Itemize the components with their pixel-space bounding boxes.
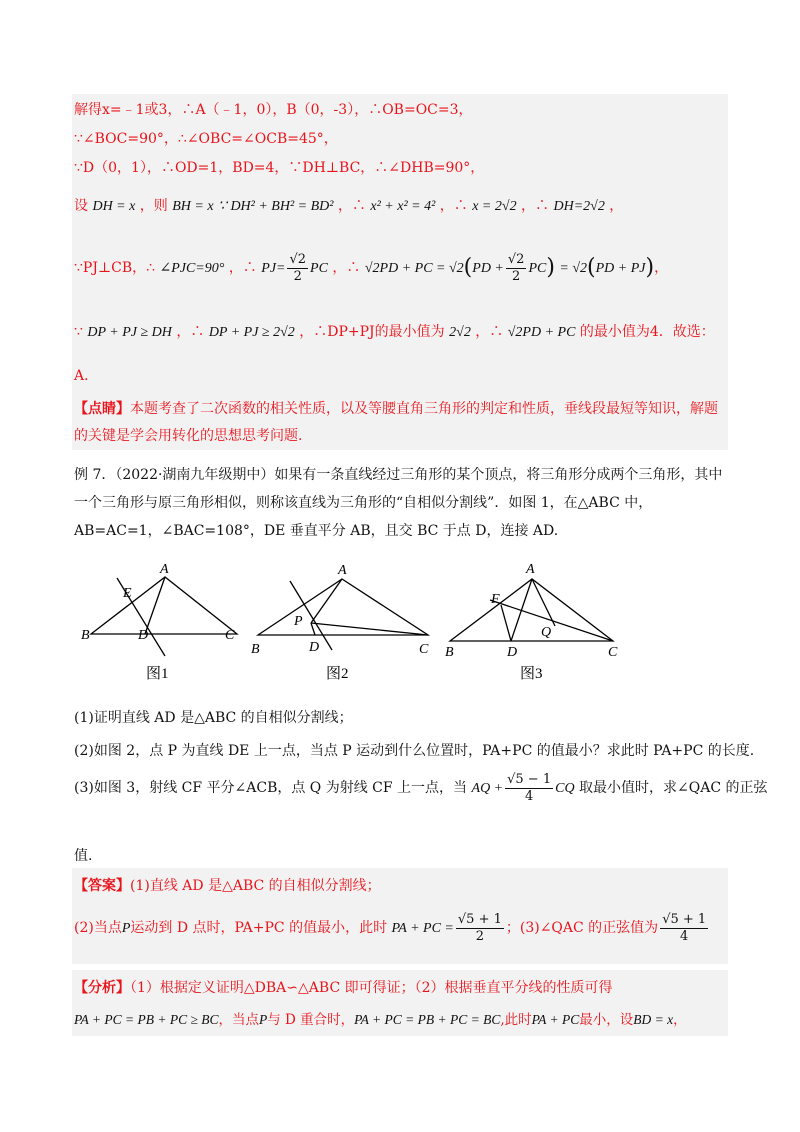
solution-line-3 xyxy=(74,158,728,178)
text: 运动到 D 点时，PA+PC 的值最小，此时 xyxy=(130,920,388,936)
fig3-caption: 图3 xyxy=(520,666,543,682)
analysis-tag: 【分析】 xyxy=(74,980,130,996)
math: PC xyxy=(528,261,547,276)
text: ∵PJ⊥CB，∴ xyxy=(74,260,156,276)
math: ∠PJC=90° xyxy=(159,261,225,276)
example-line-1 xyxy=(74,465,728,485)
fig1-caption: 图1 xyxy=(146,666,169,682)
math: ∵ DH² + BH² = BD² xyxy=(218,199,334,214)
solution-line-1 xyxy=(74,100,728,120)
text: ，∴ xyxy=(176,324,205,340)
math: √2PD + PC = √2 xyxy=(364,261,464,276)
fraction: $\frac{√5 + 1}{2}$ xyxy=(457,911,502,944)
fig3-label-b: B xyxy=(445,645,454,660)
math: x = 2√2 xyxy=(472,199,517,214)
fig3-line-ed xyxy=(501,605,511,641)
text: 设 xyxy=(74,198,88,214)
math: BH = x xyxy=(172,199,214,214)
fig3-label-q: Q xyxy=(541,625,552,640)
question-2 xyxy=(74,741,755,761)
fig3-line-ad xyxy=(511,579,532,641)
text: ∵ xyxy=(74,324,83,340)
solution-text-2: ∵∠BOC=90°，∴∠OBC=∠OCB=45°， xyxy=(74,131,338,147)
example-line-3 xyxy=(74,521,728,541)
math: PJ= xyxy=(261,261,286,276)
text: ，∴ xyxy=(521,198,550,214)
solution-text-3: ∵D（0，1），∴OD=1，BD=4，∵DH⊥BC，∴∠DHB=90°， xyxy=(74,160,485,176)
text: ，∴ xyxy=(439,198,468,214)
text: ， xyxy=(609,198,624,214)
fig1-label-c: C xyxy=(225,628,235,643)
example-line-2 xyxy=(74,493,728,513)
math: PA + PC = xyxy=(391,921,454,936)
math: √2PD + PC xyxy=(507,325,576,340)
text: ，∴ xyxy=(475,324,504,340)
fig1-label-e: E xyxy=(123,586,132,601)
text: (3)如图 3，射线 CF 平分∠ACB，点 Q 为射线 CF 上一点，当 xyxy=(74,780,468,796)
answer-tag: 【答案】 xyxy=(74,878,130,894)
fig2-label-b: B xyxy=(251,642,260,657)
fraction: $\frac{√2}{2}$ xyxy=(289,251,307,284)
math: PD + PJ xyxy=(595,261,646,276)
fig2-caption: 图2 xyxy=(326,666,349,682)
fig3-line-cf xyxy=(490,600,613,641)
question-1 xyxy=(74,708,728,728)
fig3-line-aq xyxy=(532,579,555,626)
comment-tag: 【点睛】 xyxy=(74,401,130,417)
math: BD = x xyxy=(633,1012,674,1027)
fig1-line-ad xyxy=(145,577,165,634)
question-3 xyxy=(74,770,768,806)
text: (2)当点 xyxy=(74,920,122,936)
math: PA + PC xyxy=(531,1012,580,1027)
fig3-label-f: F xyxy=(491,592,500,607)
text: ，∴ xyxy=(228,260,257,276)
text: A． xyxy=(74,368,99,384)
math: P xyxy=(259,1012,268,1027)
text: （1）根据定义证明△DBA∽△ABC 即可得证；（2）根据垂直平分线的性质可得 xyxy=(130,980,613,996)
fig1-label-b: B xyxy=(81,628,90,643)
text: AB=AC=1，∠BAC=108°，DE 垂直平分 AB，且交 BC 于点 D，连接 AD. xyxy=(74,523,559,539)
text: ，∴DP+PJ的最小值为 xyxy=(299,324,445,340)
fig1-triangle xyxy=(91,577,237,634)
text: ，当点 xyxy=(218,1012,259,1028)
math: DP + PJ ≥ DH xyxy=(87,325,172,340)
fig3-label-d: D xyxy=(507,645,518,660)
solution-text-1: 解得x=﹣1或3，∴A（﹣1，0），B（0，-3），∴OB=OC=3， xyxy=(74,102,473,118)
fig3-label-c: C xyxy=(608,645,618,660)
math: DP + PJ ≥ 2√2 xyxy=(208,325,295,340)
analysis-line-2 xyxy=(74,1010,728,1030)
solution-line-6 xyxy=(74,322,728,343)
math: CQ xyxy=(555,781,575,796)
comment-line-1 xyxy=(74,399,728,419)
text: ，∴ xyxy=(332,260,361,276)
solution-line-5: ∵PJ⊥CB，∴ ∠PJC=90° ，∴ PJ= $\frac{√2}{2}$ PC ，∴ √2PD + PC = √2(PD + $\frac{√2}{2}$ PC) = √2(PD + PJ)， xyxy=(74,251,669,284)
text: 本题考查了二次函数的相关性质，以及等腰直角三角形的判定和性质，垂线段最短等知识，解题 xyxy=(130,401,718,417)
math: = √2 xyxy=(559,261,588,276)
fig2-label-c: C xyxy=(419,642,429,657)
fig2-line-pc xyxy=(311,623,428,635)
answer-line-2 xyxy=(74,910,728,946)
math: PA + PC = PB + PC ≥ BC xyxy=(74,1012,219,1027)
solution-line-2 xyxy=(74,129,728,149)
fraction: $\frac{√5 - 1}{4}$ xyxy=(507,771,552,804)
text: ， xyxy=(654,260,669,276)
text: ，则 xyxy=(139,198,168,214)
analysis-line-1 xyxy=(74,978,728,998)
math: AQ + xyxy=(471,781,504,796)
text: ， xyxy=(673,1012,687,1028)
math: 2√2 xyxy=(449,325,471,340)
fraction: $\frac{√5 + 1}{4}$ xyxy=(662,911,707,944)
text: ,此时 xyxy=(500,1012,532,1028)
text: 的关键是学会用转化的思想思考问题. xyxy=(74,428,303,444)
fig2-label-p: P xyxy=(294,614,303,629)
math: DH=2√2 xyxy=(553,199,605,214)
fig1-label-a: A xyxy=(160,562,169,577)
text: (1)直线 AD 是△ABC 的自相似分割线； xyxy=(130,878,381,894)
math: PA + PC = PB + PC = BC xyxy=(354,1012,501,1027)
comment-line-2 xyxy=(74,426,728,446)
fig1-label-d: D xyxy=(138,628,149,643)
math: DH = x xyxy=(92,199,136,214)
math: x² + x² = 4² xyxy=(370,199,436,214)
text: ；(3)∠QAC 的正弦值为 xyxy=(505,920,659,936)
fig3-triangle xyxy=(450,579,613,641)
fig2-label-a: A xyxy=(338,563,347,578)
solution-line-4 xyxy=(74,196,728,217)
math: PC xyxy=(310,261,328,276)
fig3-label-a: A xyxy=(526,562,535,577)
solution-line-7 xyxy=(74,366,728,386)
text: 值. xyxy=(74,848,93,864)
math: P xyxy=(121,921,131,936)
fig2-label-d: D xyxy=(309,640,320,655)
fig2-line-pd xyxy=(311,623,315,635)
text: (2)如图 2，点 P 为直线 DE 上一点，当点 P 运动到什么位置时，PA+PC 的值最小？求此时 PA+PC 的长度. xyxy=(74,743,755,759)
text: 例 7．（2022·湖南九年级期中）如果有一条直线经过三角形的某个顶点，将三角形分成两个三角形，其中 xyxy=(74,467,723,483)
text: 的最小值为4．故选： xyxy=(579,324,715,340)
answer-line-1 xyxy=(74,876,728,896)
fraction: $\frac{√2}{2}$ xyxy=(507,251,525,284)
text: ，∴ xyxy=(337,198,366,214)
geometry-figures xyxy=(70,555,670,690)
text: 取最小值时，求∠QAC 的正弦 xyxy=(579,780,768,796)
text: 与 D 重合时， xyxy=(267,1012,355,1028)
math: PD + xyxy=(472,261,504,276)
text: 一个三角形与原三角形相似，则称该直线为三角形的“自相似分割线”．如图 1，在△ABC 中， xyxy=(74,495,653,511)
fig2-line-ap xyxy=(311,579,342,623)
text: (1)证明直线 AD 是△ABC 的自相似分割线； xyxy=(74,710,353,726)
text: 最小，设 xyxy=(579,1012,634,1028)
question-3-cont xyxy=(74,846,728,866)
